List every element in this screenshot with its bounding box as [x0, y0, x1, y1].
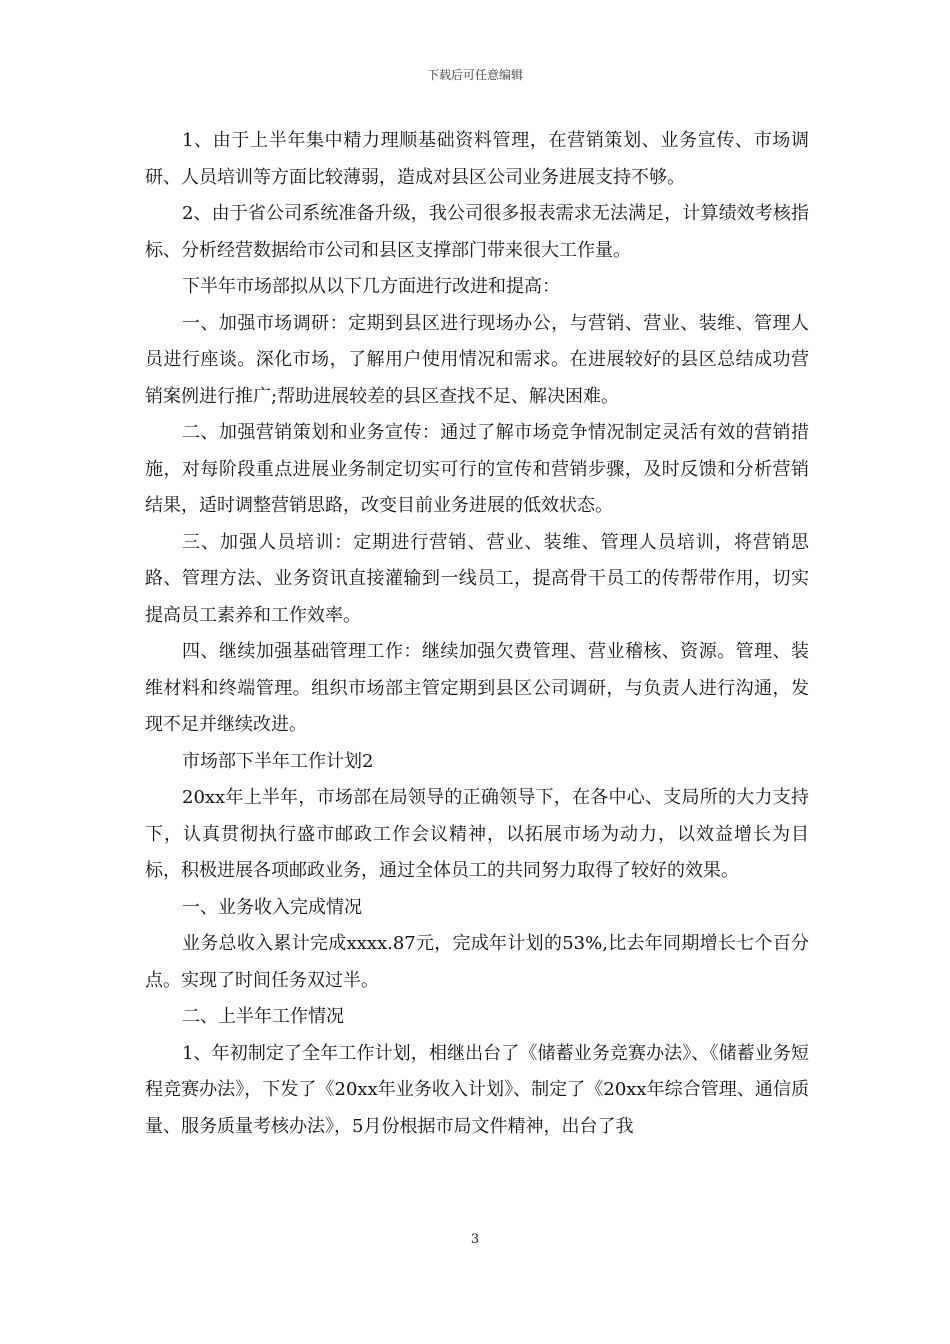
section-title: 市场部下半年工作计划2 — [182, 750, 374, 772]
paragraph: 四、继续加强基础管理工作：继续加强欠费管理、营业稽核、资源。管理、装维材料和终端管理。组织市场部主管定期到县区公司调研，与负责人进行沟通，发现不足并继续改进。 — [145, 641, 809, 735]
section-heading: 一、业务收入完成情况 — [182, 896, 362, 918]
paragraph: 二、加强营销策划和业务宣传：通过了解市场竞争情况制定灵活有效的营销措施，对每阶段重点进展业务制定切实可行的宣传和营销步骤，及时反馈和分析营销结果，适时调整营销思路，改变目前业务进展的低效状态。 — [145, 422, 809, 516]
section-heading: 二、上半年工作情况 — [182, 1006, 344, 1027]
page-number: 3 — [470, 1232, 480, 1247]
paragraph: 1、由于上半年集中精力理顺基础资料管理，在营销策划、业务宣传、市场调研、人员培训等方面比较薄弱，造成对县区公司业务进展支持不够。 — [145, 130, 809, 188]
paragraph: 业务总收入累计完成xxxx.87元，完成年计划的53%,比去年同期增长七个百分点。实现了时间任务双过半。 — [145, 933, 809, 991]
paragraph: 下半年市场部拟从以下几方面进行改进和提高： — [182, 276, 560, 297]
page-header: 下载后可任意编辑 — [426, 68, 523, 82]
paragraph: 三、加强人员培训：定期进行营销、营业、装维、管理人员培训，将营销思路、管理方法、业务资讯直接灌输到一线员工，提高骨干员工的传帮带作用，切实提高员工素养和工作效率。 — [145, 531, 809, 626]
paragraph: 一、加强市场调研：定期到县区进行现场办公，与营销、营业、装维、管理人员进行座谈。深化市场，了解用户使用情况和需求。在进展较好的县区总结成功营销案例进行推广;帮助进展较差的县区查找不足、解决困难。 — [145, 312, 809, 407]
paragraph: 1、年初制定了全年工作计划，相继出台了《储蓄业务竞赛办法》、《储蓄业务短程竞赛办法》，下发了《20xx年业务收入计划》、制定了《20xx年综合管理、通信质量、服务质量考核办法》，5月份根据市局文件精神，出台了我 — [145, 1042, 809, 1137]
paragraph: 20xx年上半年，市场部在局领导的正确领导下，在各中心、支局所的大力支持下，认真贯彻执行盛市邮政工作会议精神，以拓展市场为动力，以效益增长为目标，积极进展各项邮政业务，通过全体员工的共同努力取得了较好的效果。 — [145, 787, 809, 881]
document-body — [145, 123, 809, 1145]
paragraph: 2、由于省公司系统准备升级，我公司很多报表需求无法满足，计算绩效考核指标、分析经营数据给市公司和县区支撑部门带来很大工作量。 — [145, 203, 809, 261]
